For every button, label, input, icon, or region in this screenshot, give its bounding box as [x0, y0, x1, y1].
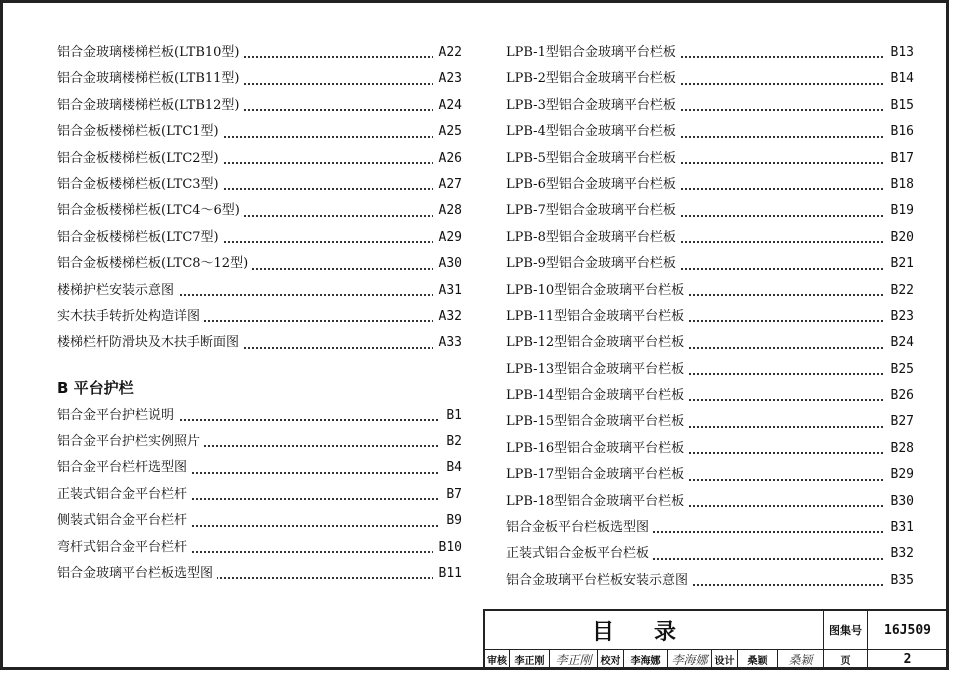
- toc-entry-page: B2: [440, 429, 462, 455]
- toc-entry: [506, 330, 914, 356]
- check-label: 校对: [597, 649, 623, 670]
- toc-entry-title: 铝合金平台护栏实例照片: [57, 434, 204, 449]
- toc-entry-title: LPB-18型铝合金玻璃平台栏板: [506, 494, 688, 509]
- toc-entry: [506, 225, 914, 251]
- toc-entry-page: B23: [885, 304, 914, 330]
- toc-entry-page: B17: [885, 146, 914, 172]
- toc-entry: [57, 455, 462, 481]
- toc-entry-title: LPB-5型铝合金玻璃平台栏板: [506, 151, 680, 166]
- toc-entry: [506, 66, 914, 92]
- toc-entry: [57, 278, 462, 304]
- toc-entry-page: B11: [433, 561, 462, 587]
- toc-entry-title: 楼梯护栏安装示意图: [57, 283, 178, 298]
- atlas-number-label: 图集号: [823, 611, 867, 649]
- toc-entry: [506, 436, 914, 462]
- toc-entry-page: B1: [440, 403, 462, 429]
- toc-entry-page: A24: [433, 93, 462, 119]
- toc-entry: [506, 568, 914, 594]
- toc-entry-page: B10: [433, 535, 462, 561]
- toc-entry: [57, 403, 462, 429]
- toc-entry: [57, 561, 462, 587]
- toc-entry: [506, 304, 914, 330]
- toc-entry-page: B19: [885, 198, 914, 224]
- toc-entry: [57, 119, 462, 145]
- toc-entry: [506, 489, 914, 515]
- toc-entry-page: B7: [440, 482, 462, 508]
- title-block: [483, 609, 949, 670]
- toc-entry: [57, 482, 462, 508]
- toc-entry-title: LPB-7型铝合金玻璃平台栏板: [506, 203, 680, 218]
- toc-entry-page: A31: [433, 278, 462, 304]
- toc-entry: [57, 146, 462, 172]
- toc-entry-title: LPB-6型铝合金玻璃平台栏板: [506, 177, 680, 192]
- toc-entry: [506, 383, 914, 409]
- review-label: 审核: [487, 656, 507, 667]
- reviewer-name: 李正刚: [509, 649, 549, 670]
- toc-entry-page: A33: [433, 330, 462, 356]
- toc-entry-title: 铝合金平台栏杆选型图: [57, 460, 191, 475]
- toc-entry-title: 铝合金板楼梯栏板(LTC7型): [57, 230, 223, 245]
- toc-entry: [57, 251, 462, 277]
- toc-entry: [506, 541, 914, 567]
- toc-entry-title: 铝合金板楼梯栏板(LTC3型): [57, 177, 223, 192]
- toc-right-column: [506, 40, 914, 594]
- toc-entry-title: 铝合金玻璃平台栏板选型图: [57, 566, 217, 581]
- toc-entry-page: B35: [885, 568, 914, 594]
- toc-entry: [506, 119, 914, 145]
- toc-entry: [506, 172, 914, 198]
- toc-entry-title: LPB-13型铝合金玻璃平台栏板: [506, 362, 688, 377]
- toc-entry-title: 侧装式铝合金平台栏杆: [57, 513, 191, 528]
- toc-entry-title: LPB-2型铝合金玻璃平台栏板: [506, 71, 680, 86]
- toc-entry-title: 正装式铝合金板平台栏板: [506, 546, 653, 561]
- toc-entry-page: A32: [433, 304, 462, 330]
- toc-entry: [506, 278, 914, 304]
- checker-signature: 李海娜: [667, 649, 711, 670]
- toc-entry: [57, 535, 462, 561]
- toc-entry-title: LPB-17型铝合金玻璃平台栏板: [506, 467, 688, 482]
- toc-entry-title: LPB-10型铝合金玻璃平台栏板: [506, 283, 688, 298]
- reviewer-signature: 李正刚: [549, 649, 597, 670]
- toc-entry-title: LPB-15型铝合金玻璃平台栏板: [506, 414, 688, 429]
- toc-entry-title: 铝合金板平台栏板选型图: [506, 520, 653, 535]
- toc-entry-page: B9: [440, 508, 462, 534]
- toc-entry-title: LPB-1型铝合金玻璃平台栏板: [506, 45, 680, 60]
- toc-entry-page: A27: [433, 172, 462, 198]
- toc-entry: [506, 251, 914, 277]
- toc-entry-title: LPB-8型铝合金玻璃平台栏板: [506, 230, 680, 245]
- toc-entry: [57, 304, 462, 330]
- toc-entry-title: 铝合金板楼梯栏板(LTC4～6型): [57, 203, 244, 218]
- toc-entry-title: 铝合金板楼梯栏板(LTC8～12型): [57, 256, 252, 271]
- toc-entry: [506, 146, 914, 172]
- toc-entry-title: LPB-3型铝合金玻璃平台栏板: [506, 98, 680, 113]
- toc-entry-title: 实木扶手转折处构造详图: [57, 309, 204, 324]
- toc-entry-page: B25: [885, 357, 914, 383]
- page-label: 页: [823, 649, 867, 670]
- checker-name: 李海娜: [623, 649, 667, 670]
- toc-entry-page: B4: [440, 455, 462, 481]
- toc-entry: [57, 40, 462, 66]
- toc-entry: [57, 172, 462, 198]
- toc-entry-title: 铝合金板楼梯栏板(LTC1型): [57, 124, 223, 139]
- toc-entry-page: B22: [885, 278, 914, 304]
- toc-entry: [506, 409, 914, 435]
- toc-entry-title: 铝合金板楼梯栏板(LTC2型): [57, 151, 223, 166]
- toc-entry: [57, 93, 462, 119]
- toc-entry: [57, 429, 462, 455]
- toc-entry-page: A28: [433, 198, 462, 224]
- toc-entry-page: B14: [885, 66, 914, 92]
- toc-entry-title: LPB-16型铝合金玻璃平台栏板: [506, 441, 688, 456]
- toc-entry-title: 铝合金玻璃楼梯栏板(LTB11型): [57, 71, 243, 86]
- toc-entry-title: LPB-4型铝合金玻璃平台栏板: [506, 124, 680, 139]
- toc-entry-title: 正装式铝合金平台栏杆: [57, 487, 191, 502]
- toc-entry: [57, 198, 462, 224]
- toc-entry: [506, 93, 914, 119]
- toc-entry-title: LPB-14型铝合金玻璃平台栏板: [506, 388, 688, 403]
- toc-entry-page: B27: [885, 409, 914, 435]
- toc-entry: [506, 198, 914, 224]
- toc-entry-page: B18: [885, 172, 914, 198]
- toc-entry-page: A23: [433, 66, 462, 92]
- toc-entry-page: B16: [885, 119, 914, 145]
- toc-entry-page: B13: [885, 40, 914, 66]
- toc-entry-title: LPB-11型铝合金玻璃平台栏板: [506, 309, 688, 324]
- page-value: 2: [867, 649, 947, 670]
- toc-entry-page: B20: [885, 225, 914, 251]
- toc-entry: [57, 508, 462, 534]
- toc-entry-title: 铝合金玻璃楼梯栏板(LTB12型): [57, 98, 243, 113]
- toc-entry-page: B28: [885, 436, 914, 462]
- toc-entry-title: LPB-12型铝合金玻璃平台栏板: [506, 335, 688, 350]
- drawing-title: 目录: [591, 619, 716, 645]
- toc-entry-page: B15: [885, 93, 914, 119]
- toc-entry: [506, 515, 914, 541]
- designer-name: 桑颖: [737, 649, 777, 670]
- toc-entry: [506, 462, 914, 488]
- toc-entry-page: B26: [885, 383, 914, 409]
- toc-entry: [506, 357, 914, 383]
- toc-entry-page: B30: [885, 489, 914, 515]
- toc-entry-title: 铝合金玻璃楼梯栏板(LTB10型): [57, 45, 243, 60]
- atlas-number-value: 16J509: [867, 611, 947, 649]
- designer-signature: 桑颖: [777, 649, 823, 670]
- design-label: 设计: [711, 649, 737, 670]
- toc-entry-page: A22: [433, 40, 462, 66]
- toc-entry-title: 铝合金玻璃平台栏板安装示意图: [506, 573, 692, 588]
- toc-entry-title: 铝合金平台护栏说明: [57, 408, 178, 423]
- toc-entry: [57, 330, 462, 356]
- toc-entry-page: B29: [885, 462, 914, 488]
- toc-entry-page: A25: [433, 119, 462, 145]
- toc-entry-title: 楼梯栏杆防滑块及木扶手断面图: [57, 335, 243, 350]
- toc-left-column: [57, 40, 462, 587]
- toc-entry: [57, 225, 462, 251]
- section-heading-b: B 平台护栏: [57, 378, 134, 397]
- toc-entry-page: A29: [433, 225, 462, 251]
- toc-entry: [506, 40, 914, 66]
- toc-entry-page: A30: [433, 251, 462, 277]
- toc-entry-page: B21: [885, 251, 914, 277]
- toc-entry-page: B32: [885, 541, 914, 567]
- toc-entry-title: LPB-9型铝合金玻璃平台栏板: [506, 256, 680, 271]
- toc-entry-page: A26: [433, 146, 462, 172]
- toc-entry-page: B24: [885, 330, 914, 356]
- toc-entry-title: 弯杆式铝合金平台栏杆: [57, 540, 191, 555]
- toc-entry: [57, 66, 462, 92]
- toc-entry-page: B31: [885, 515, 914, 541]
